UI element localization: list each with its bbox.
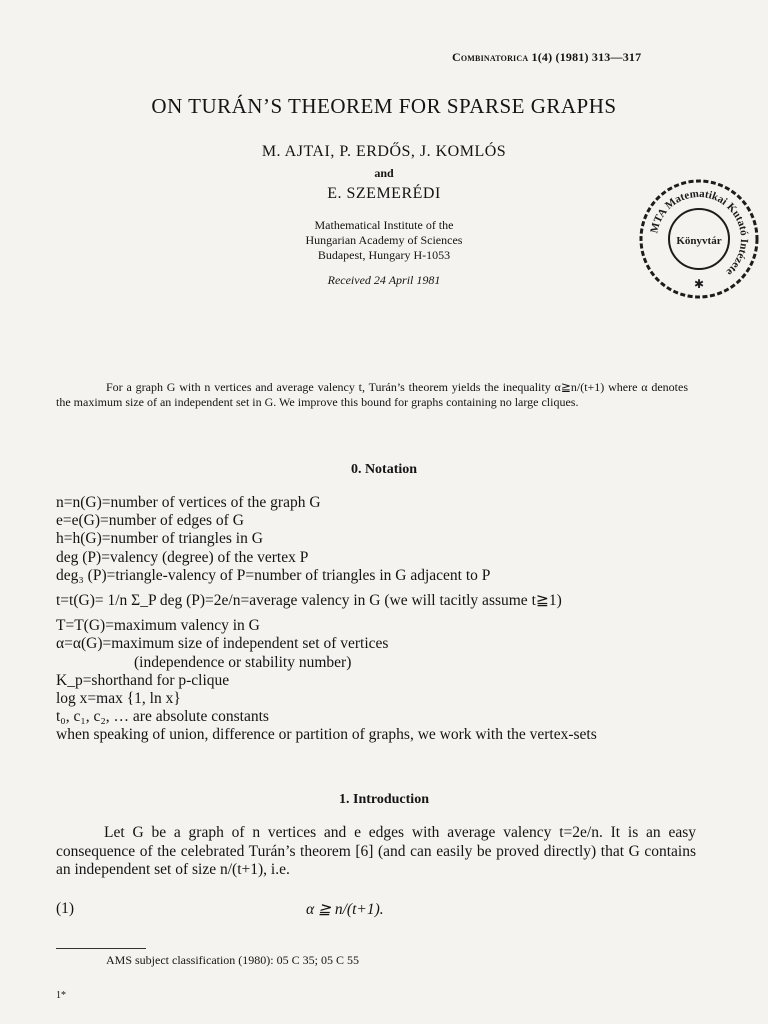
affiliation-line: Hungarian Academy of Sciences	[305, 233, 463, 247]
journal-name: Combinatorica	[452, 50, 529, 64]
notation-item: t=t(G)= 1/n Σ_P deg (P)=2e/n=average valency in G (we will tacitly assume t≧1)	[56, 592, 562, 610]
journal-reference	[452, 50, 641, 65]
authors-and: and	[374, 166, 394, 180]
star-icon: ✱	[693, 277, 705, 291]
notation-item: α=α(G)=maximum size of independent set of vertices	[56, 635, 389, 653]
notation-item: log x=max {1, ln x}	[56, 690, 181, 708]
introduction-body	[56, 824, 696, 880]
footnote: AMS subject classification (1980): 05 C 35; 05 C 55	[106, 953, 359, 967]
page-mark: 1*	[56, 990, 66, 1001]
notation-item: deg₃ (P)=triangle-valency of P=number of triangles in G adjacent to P	[56, 566, 491, 584]
abstract	[56, 380, 688, 410]
notation-list	[56, 494, 716, 745]
notation-item: h=h(G)=number of triangles in G	[56, 530, 263, 548]
received-date: Received 24 April 1981	[327, 273, 441, 287]
introduction-heading: 1. Introduction	[339, 792, 429, 807]
author-last: E. SZEMERÉDI	[327, 185, 441, 202]
notation-item: when speaking of union, difference or partition of graphs, we work with the vertex-sets	[56, 726, 597, 744]
library-stamp	[638, 178, 760, 300]
notation-item: K_p=shorthand for p-clique	[56, 671, 230, 689]
notation-heading: 0. Notation	[350, 462, 418, 477]
footnote-rule	[56, 948, 146, 949]
notation-item: deg (P)=valency (degree) of the vertex P	[56, 548, 309, 566]
journal-volume-pages: 1(4) (1981) 313—317	[531, 50, 642, 64]
equation: α ≧ n/(t+1).	[306, 901, 384, 918]
paper-title: ON TURÁN’S THEOREM FOR SPARSE GRAPHS	[151, 94, 617, 118]
stamp-center-text: Könyvtár	[676, 235, 722, 247]
authors-line: M. AJTAI, P. ERDŐS, J. KOMLÓS	[261, 143, 507, 160]
affiliation-line: Budapest, Hungary H-1053	[317, 248, 451, 262]
notation-item: t₀, c₁, c₂, … are absolute constants	[56, 708, 269, 726]
notation-item: T=T(G)=maximum valency in G	[56, 617, 260, 635]
abstract-text: For a graph G with n vertices and average valency t, Turán’s theorem yields the inequality α≧n/(t+1) where α denotes the maximum size of an independent set in G. We improve this bound for graphs containing no large cliques.	[56, 380, 688, 409]
affiliation-line: Mathematical Institute of the	[314, 218, 454, 232]
equation-number: (1)	[56, 900, 75, 917]
introduction-paragraph: Let G be a graph of n vertices and e edges with average valency t=2e/n. It is an easy consequence of the celebrated Turán’s theorem [6] (and can easily be proved directly) that G contains an independent set of size n/(t+1), i.e.	[56, 824, 696, 878]
stamp-ring-text: MTA Matematikai Kutató Intézete	[648, 187, 751, 279]
notation-item: n=n(G)=number of vertices of the graph G	[56, 494, 321, 511]
notation-item: e=e(G)=number of edges of G	[56, 512, 244, 530]
notation-item: (independence or stability number)	[134, 653, 352, 671]
